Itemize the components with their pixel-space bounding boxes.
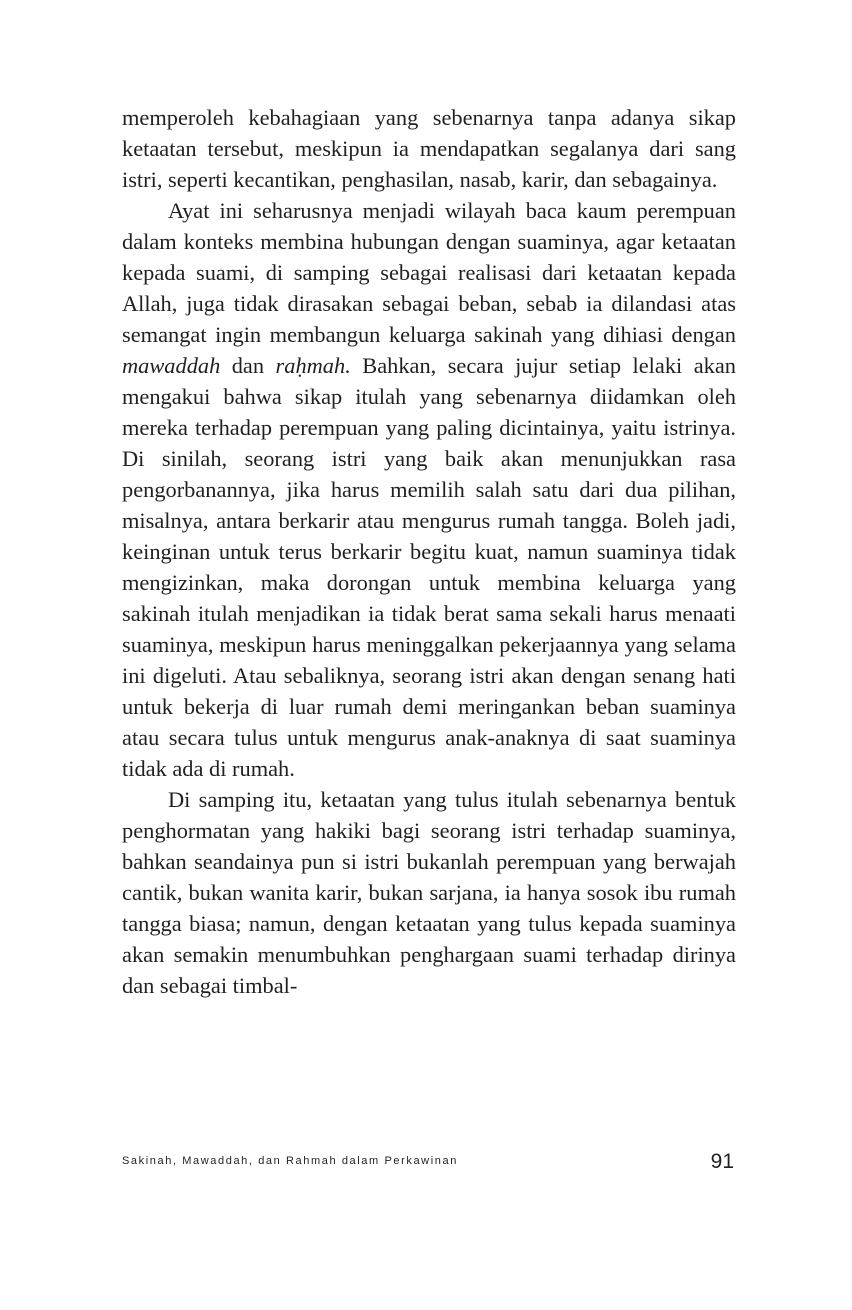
term-mawaddah: mawaddah <box>122 353 221 378</box>
paragraph-2-part-b: dan <box>220 353 276 378</box>
term-rahmah: raḥmah. <box>275 353 351 378</box>
paragraph-3: Di samping itu, ketaatan yang tulus itulah sebenarnya bentuk penghormatan yang hakiki bagi seorang istri terhadap suaminya, bahkan seandainya pun si istri bukanlah perempuan yang berwajah cantik, bukan wanita karir, bukan sarjana, ia hanya sosok ibu rumah tangga biasa; namun, dengan ketaatan yang tulus kepada suaminya akan semakin menumbuhkan penghargaan suami terhadap dirinya dan sebagai timbal- <box>122 787 736 998</box>
running-footer-title: Sakinah, Mawaddah, dan Rahmah dalam Perkawinan <box>122 1155 458 1167</box>
paragraph-1: memperoleh kebahagiaan yang sebenarnya tanpa adanya sikap ketaatan tersebut, meskipun ia mendapatkan segalanya dari sang istri, seperti kecantikan, penghasilan, nasab, karir, dan sebagainya. <box>122 105 736 192</box>
paragraph-2-part-c: Bahkan, secara jujur setiap lelaki akan mengakui bahwa sikap itulah yang sebenarnya diidamkan oleh mereka terhadap perempuan yang paling dicintainya, yaitu istrinya. Di sinilah, seorang istri yang baik akan menunjukkan rasa pengorbanannya, jika harus memilih salah satu dari dua pilihan, misalnya, antara berkarir atau mengurus rumah tangga. Boleh jadi, keinginan untuk terus berkarir begitu kuat, namun suaminya tidak mengizinkan, maka dorongan untuk membina keluarga yang sakinah itulah menjadikan ia tidak berat sama sekali harus menaati suaminya, meskipun harus meninggalkan pekerjaannya yang selama ini digeluti. Atau sebaliknya, seorang istri akan dengan senang hati untuk bekerja di luar rumah demi meringankan beban suaminya atau secara tulus untuk mengurus anak-anaknya di saat suaminya tidak ada di rumah. <box>122 353 736 781</box>
paragraph-2 <box>122 195 736 784</box>
page-number: 91 <box>710 1150 734 1173</box>
body-text <box>122 102 736 1001</box>
paragraph-2-part-a: Ayat ini seharusnya menjadi wilayah baca kaum perempuan dalam konteks membina hubungan dengan suaminya, agar ketaatan kepada suami, di samping sebagai realisasi dari ketaatan kepada Allah, juga tidak dirasakan sebagai beban, sebab ia dilandasi atas semangat ingin membangun keluarga sakinah yang dihiasi dengan <box>122 198 736 347</box>
